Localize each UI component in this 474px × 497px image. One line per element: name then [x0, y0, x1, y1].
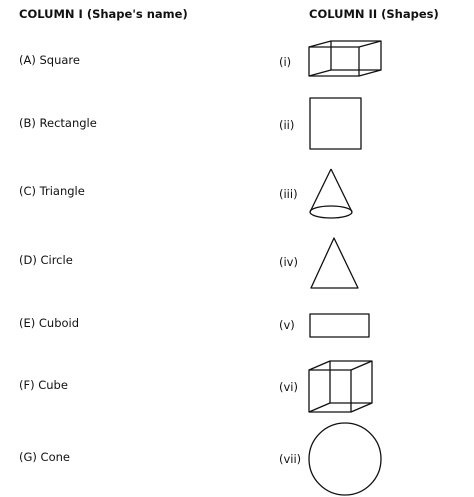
shape-numeral-v: (v) — [279, 318, 295, 332]
shape-numeral-vi: (vi) — [279, 380, 298, 394]
circle-outline-icon — [309, 423, 381, 495]
shape-name-e: (E) Cuboid — [19, 316, 80, 330]
shape-name-b: (B) Rectangle — [19, 116, 97, 130]
shape-numeral-vii: (vii) — [279, 452, 302, 466]
shape-name-f: (F) Cube — [19, 378, 68, 392]
rectangle-outline-icon — [310, 314, 369, 337]
shape-numeral-iii: (iii) — [279, 187, 298, 201]
cuboid-outline-icon — [309, 41, 381, 76]
shape-name-c: (C) Triangle — [19, 184, 85, 198]
column-2-header: COLUMN II (Shapes) — [309, 7, 439, 21]
shape-numeral-i: (i) — [279, 55, 292, 69]
shape-numeral-iv: (iv) — [279, 255, 298, 269]
shape-name-d: (D) Circle — [19, 253, 73, 267]
column-1-header: COLUMN I (Shape's name) — [19, 7, 188, 21]
triangle-outline-icon — [311, 238, 358, 288]
cone-outline-icon — [310, 169, 352, 218]
shape-numeral-ii: (ii) — [279, 118, 295, 132]
shape-name-a: (A) Square — [19, 53, 80, 67]
cube-outline-icon — [309, 361, 372, 412]
square-outline-icon — [310, 98, 361, 149]
shape-name-g: (G) Cone — [19, 450, 70, 464]
